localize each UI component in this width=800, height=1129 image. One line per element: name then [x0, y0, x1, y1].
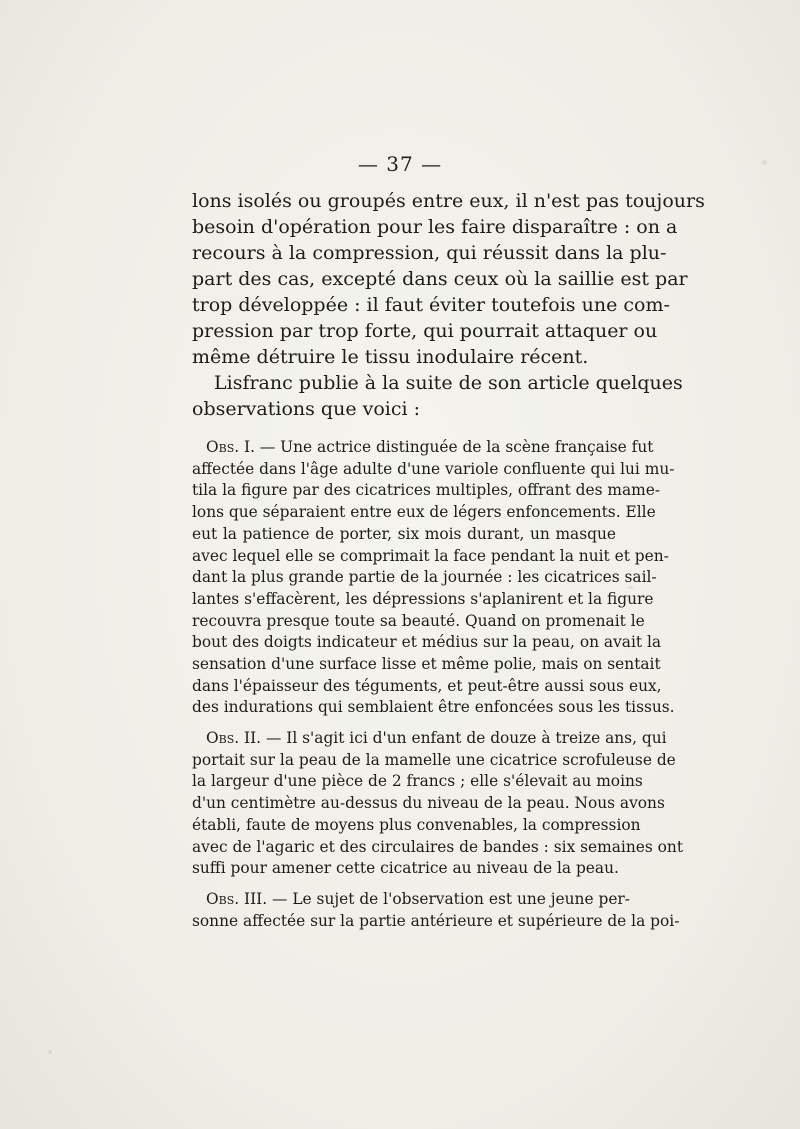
text-line: bout des doigts indicateur et médius sur la peau, on avait la [192, 633, 662, 652]
text-line: Obs. II. — Il s'agit ici d'un enfant de douze à treize ans, qui [206, 729, 667, 747]
intro-paragraph [192, 188, 705, 370]
observation-3 [192, 889, 680, 932]
observation-label: Obs. I. [206, 438, 255, 456]
text-line: dans l'épaisseur des téguments, et peut-être aussi sous eux, [192, 676, 662, 695]
text-line: la largeur d'une pièce de 2 francs ; elle s'élevait au moins [192, 772, 643, 791]
text-line: d'un centimètre au-dessus du niveau de la peau. Nous avons [192, 794, 665, 813]
text-line: tila la figure par des cicatrices multiples, offrant des mame- [192, 481, 661, 500]
text-line: observations que voici : [192, 398, 421, 420]
text-line: Lisfranc publie à la suite de son article quelques [214, 372, 683, 394]
text-line: Obs. I. — Une actrice distinguée de la scène française fut [206, 438, 654, 456]
text-line: lons isolés ou groupés entre eux, il n'est pas toujours [192, 190, 705, 212]
observation-label: Obs. II. [206, 729, 262, 747]
paper-stain [48, 1050, 52, 1054]
text-line: trop développée : il faut éviter toutefois une com- [192, 294, 670, 316]
text-line: des indurations qui semblaient être enfoncées sous les tissus. [192, 698, 675, 717]
observation-2 [192, 728, 684, 880]
text-line: dant la plus grande partie de la journée : les cicatrices sail- [192, 568, 657, 587]
text-line: lons que séparaient entre eux de légers enfoncements. Elle [192, 503, 656, 522]
main-text [192, 188, 705, 422]
text-line: même détruire le tissu inodulaire récent. [192, 346, 589, 368]
text-line: sonne affectée sur la partie antérieure et supérieure de la poi- [192, 911, 680, 930]
text-line: pression par trop forte, qui pourrait attaquer ou [192, 320, 658, 342]
text-line: avec lequel elle se comprimait la face pendant la nuit et pen- [192, 546, 669, 565]
observation-label: Obs. III. [206, 890, 268, 908]
page-number: — 37 — [357, 152, 443, 176]
text-line: avec de l'agaric et des circulaires de bandes : six semaines ont [192, 837, 684, 856]
text-line: suffi pour amener cette cicatrice au niveau de la peau. [192, 859, 619, 878]
text-line: portait sur la peau de la mamelle une cicatrice scrofuleuse de [192, 750, 676, 769]
text-line: sensation d'une surface lisse et même polie, mais on sentait [192, 655, 661, 674]
text-line: affectée dans l'âge adulte d'une variole confluente qui lui mu- [192, 459, 675, 478]
text-line: lantes s'effacèrent, les dépressions s'aplanirent et la figure [192, 589, 654, 608]
text-line: besoin d'opération pour les faire disparaître : on a [192, 216, 678, 238]
observation-1 [192, 437, 675, 719]
text-line: eut la patience de porter, six mois durant, un masque [192, 524, 616, 543]
paper-stain [628, 586, 634, 589]
text-line: part des cas, excepté dans ceux où la saillie est par [192, 268, 688, 290]
text-line: recouvra presque toute sa beauté. Quand on promenait le [192, 611, 645, 630]
text-line: Obs. III. — Le sujet de l'observation est une jeune per- [206, 890, 630, 908]
text-line: établi, faute de moyens plus convenables, la compression [192, 815, 641, 834]
text-line: recours à la compression, qui réussit dans la plu- [192, 242, 667, 264]
lisfranc-paragraph [192, 370, 683, 422]
